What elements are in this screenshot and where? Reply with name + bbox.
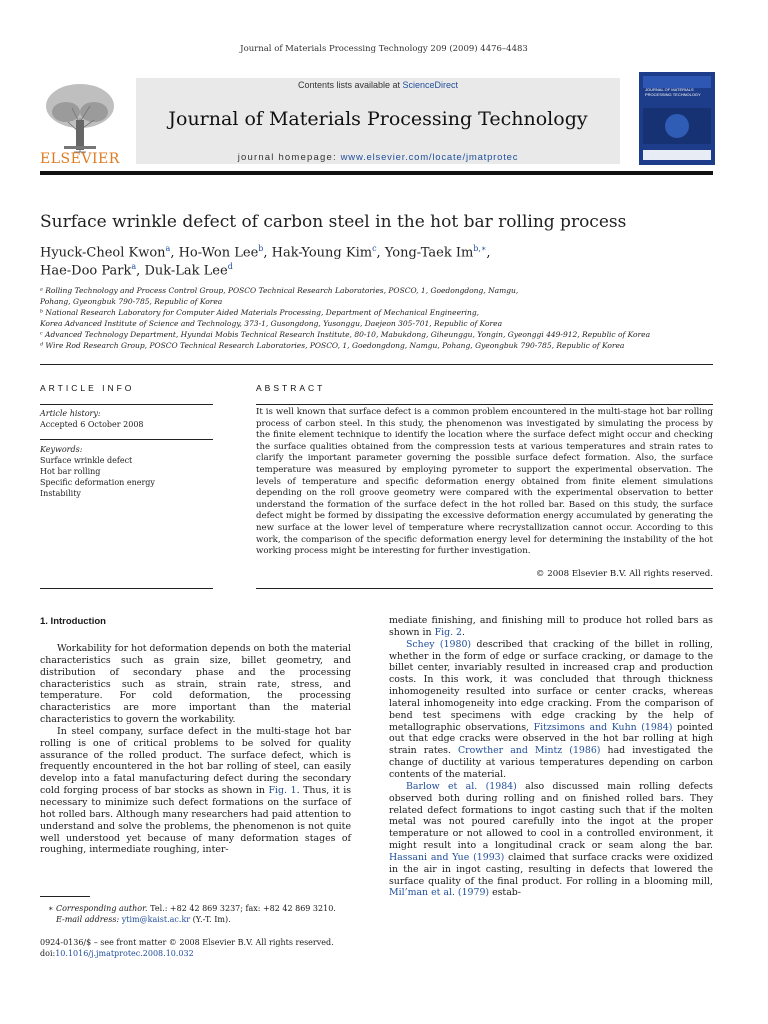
author-name: Hae-Doo Park — [40, 263, 132, 279]
keyword: Instability — [40, 489, 81, 498]
journal-citation: Journal of Materials Processing Technology 209 (2009) 4476–4483 — [240, 44, 528, 54]
homepage-link[interactable]: www.elsevier.com/locate/jmatprotec — [340, 152, 519, 163]
abstract-heading: ABSTRACT — [256, 383, 326, 393]
keywords-label: Keywords: — [40, 445, 83, 454]
affiliation-c: ᶜ Advanced Technology Department, Hyundai Mobis Technical Research Institute, 80-10, Mabukdong, Giheunggu, Yongin, Gyeonggi 449-912, Republic of Korea — [40, 330, 651, 339]
citation-link[interactable]: Fitzsimons and Kuhn (1984) — [533, 721, 673, 733]
journal-cover-image — [639, 72, 715, 165]
paragraph-text: had investigated the change of ductility at various temperatures depending on carbon contents of the material. — [389, 745, 713, 780]
doi-label: doi: — [40, 949, 56, 958]
accepted-date: Accepted 6 October 2008 — [40, 420, 144, 429]
paragraph — [389, 639, 713, 781]
affiliation-d: ᵈ Wire Rod Research Group, POSCO Technical Research Laboratories, POSCO, 1, Goedongdong, Namgu, Pohang, Gyeongbuk 790-785, Republic of Korea — [40, 341, 625, 350]
author-name: Yong-Taek Im — [384, 245, 474, 261]
history-label: Article history: — [40, 409, 101, 418]
paragraph-text: described that cracking of the billet in rolling, whether in the form of edge or surface cracking, or damage to the billet center, invariably resulted in increased crap and production costs. In this work, it was concluded that through thickness inhomogeneity resulted into surface or center cracks, whereas lateral inhomogeneity into edge cracking. From the comparison of bend test specimens with edge cracking by the help of metallographic observations, — [389, 638, 713, 733]
email-suffix: (Y.-T. Im). — [190, 915, 231, 924]
paragraph — [389, 781, 713, 899]
citation-link[interactable]: Barlow et al. (1984) — [406, 780, 517, 792]
footnote-rule — [40, 896, 90, 897]
corresponding-author-footnote — [48, 903, 336, 925]
header-divider — [40, 171, 713, 175]
abstract-text: It is well known that surface defect is a common problem encountered in the multi-stage hot bar rolling process of carbon steel. In this study, the phenomenon was investigated by simulating the process by the finite element technique to identify the location where the surface defect might occur and checking the surface qualities obtained from the compression tests at various temperatures and strain rates to clarify the important parameter governing the possible surface defect formation. Also, the surface temperature was measured by employing pyrometer to support the experimental observation. The levels of temperature and specific deformation energy obtained from finite element simulations depending on the roll groove geometry were compared with the experimental observation to better understand the formation of the surface defect in the hot rolled bar. Based on this study, the surface defect might be formed by dissipating the excessive deformation energy accumulated by generating the new surface at the lower level of temperature where recrystallization cannot occur. According to this work, the comparison of the specific deformation energy level for determining the instability of the hot working process might be interesting for further investigation. — [256, 407, 713, 557]
article-title: Surface wrinkle defect of carbon steel in the hot bar rolling process — [40, 212, 627, 232]
contents-prefix: Contents lists available at — [297, 80, 403, 90]
citation-link[interactable]: Mil’man et al. (1979) — [389, 887, 490, 899]
author-name: Duk-Lak Lee — [144, 263, 228, 279]
affiliation-b: ᵇ National Research Laboratory for Computer Aided Materials Processing, Department of Mechanical Engineering, — [40, 308, 480, 317]
paragraph: Workability for hot deformation depends on both the material characteristics such as grain size, billet geometry, and distribution of secondary phase and the processing characteristics such as strain, strain rate, stress, and temperature. For cold deformation, the processing characteristics are more important than the material characteristics to govern the workability. — [40, 643, 351, 726]
citation-link[interactable]: Schey (1980) — [406, 638, 472, 650]
author-name: Ho-Won Lee — [178, 245, 259, 261]
author-affil-mark[interactable]: a — [165, 244, 171, 253]
abstract-rule — [256, 404, 713, 405]
paragraph-text: estab- — [489, 887, 521, 899]
footnote-contact: Tel.: +82 42 869 3237; fax: +82 42 869 3210. — [147, 904, 336, 913]
keyword: Specific deformation energy — [40, 478, 155, 487]
keywords-block — [40, 444, 155, 499]
section-heading-introduction: 1. Introduction — [40, 616, 106, 627]
author-affil-mark[interactable]: c — [372, 244, 377, 253]
citation-link[interactable]: Hassani and Yue (1993) — [389, 851, 505, 863]
author-affil-mark[interactable]: a — [131, 262, 137, 271]
paragraph-text: mediate finishing, and finishing mill to produce hot rolled bars as shown in — [389, 615, 713, 638]
email-label: E-mail address: — [56, 915, 122, 924]
journal-homepage — [136, 152, 620, 163]
body-column-right — [389, 615, 713, 899]
paragraph-text: . Thus, it is necessary to minimize such defect formations on the surface of hot rolled bars. Although many researchers had paid attention to understand and solve the problems, the phenomenon is not quite well understood yet because of many deformation stages of roughing, intermediate roughing, inter- — [40, 785, 351, 856]
keyword: Surface wrinkle defect — [40, 456, 133, 465]
elsevier-wordmark: ELSEVIER — [40, 151, 120, 167]
paragraph-text: also discussed main rolling defects observed both during rolling and on finished rolled bars. They related defect formations to ingot casting such that if the molten metal was not poured carefully into the ingot at the proper temperature or not allowed to cool in a controlled environment, it might result into a longitudinal crack or seam along the bar. — [389, 780, 713, 852]
author-list-line-2: Hae-Doo Park$^a$, Duk-Lak Lee$^d$ — [40, 262, 233, 279]
author-affil-mark[interactable]: b,∗ — [473, 244, 487, 253]
issn-text: 0924-0136/$ – see front matter © 2008 Elsevier B.V. All rights reserved. — [40, 938, 334, 947]
keyword: Hot bar rolling — [40, 467, 101, 476]
article-history — [40, 408, 144, 430]
paragraph-text: claimed that surface cracks were oxidized in the air in ingot casting, resulting in defects that lowered the surface quality of the final product. For rolling in a blooming mill, — [389, 851, 713, 887]
author-list-line-1: Hyuck-Cheol Kwon$^a$, Ho-Won Lee$^b$, Hak-Young Kim$^c$, Yong-Taek $Im^{b,∗}$, — [40, 244, 491, 261]
affiliation-divider — [40, 364, 713, 365]
paragraph — [389, 615, 713, 639]
author-name: Hyuck-Cheol Kwon — [40, 245, 166, 261]
email-link[interactable]: ytim@kaist.ac.kr — [121, 915, 191, 924]
doi-link[interactable]: 10.1016/j.jmatprotec.2008.10.032 — [55, 949, 194, 958]
article-info-heading: ARTICLE INFO — [40, 383, 135, 393]
paragraph-text: . — [462, 626, 465, 638]
footnote-label: ∗ Corresponding author. — [48, 904, 148, 913]
affiliation-a-cont: Pohang, Gyeongbuk 790-785, Republic of Korea — [40, 297, 223, 306]
author-affil-mark[interactable]: d — [227, 262, 233, 271]
figure-ref-link[interactable]: Fig. 1 — [268, 785, 297, 797]
article-info-rule — [40, 404, 213, 405]
body-column-left — [40, 643, 351, 856]
issn-line — [40, 937, 334, 959]
cover-title: JOURNAL OF MATERIALS PROCESSING TECHNOLOGY — [645, 87, 701, 97]
article-info-bottom-rule — [40, 588, 213, 589]
elsevier-tree-logo — [40, 78, 120, 154]
affiliation-b-cont: Korea Advanced Institute of Science and Technology, 373-1, Gusongdong, Yusonggu, Daejeon 305-701, Republic of Korea — [40, 319, 503, 328]
author-affil-mark[interactable]: b — [258, 244, 264, 253]
figure-ref-link[interactable]: Fig. 2 — [434, 626, 462, 638]
abstract-copyright: © 2008 Elsevier B.V. All rights reserved. — [535, 569, 713, 579]
article-history-rule — [40, 439, 213, 440]
journal-title: Journal of Materials Processing Technology — [168, 108, 588, 130]
affiliation-a: ᵃ Rolling Technology and Process Control Group, POSCO Technical Research Laboratories, POSCO, 1, Goedongdong, Namgu, — [40, 286, 519, 295]
abstract-bottom-rule — [256, 588, 713, 589]
author-name: Hak-Young Kim — [271, 245, 373, 261]
homepage-prefix: journal homepage: — [237, 152, 341, 163]
contents-line — [136, 80, 620, 90]
paragraph — [40, 726, 351, 856]
paragraph-text: pointed out that edge cracks were observed in the hot bar rolling at high strain rates. — [389, 721, 713, 757]
paragraph-text: In steel company, surface defect in the multi-stage hot bar rolling is one of critical problems to be solved for quality assurance of the rolled product. The surface defect, which is frequently encountered in the hot bar rolling of steel, can easily develop into a fatal manufacturing defect during the secondary cold forging process of bar stocks as shown in — [40, 725, 351, 797]
citation-link[interactable]: Crowther and Mintz (1986) — [457, 745, 601, 757]
sciencedirect-link[interactable]: ScienceDirect — [402, 80, 459, 90]
